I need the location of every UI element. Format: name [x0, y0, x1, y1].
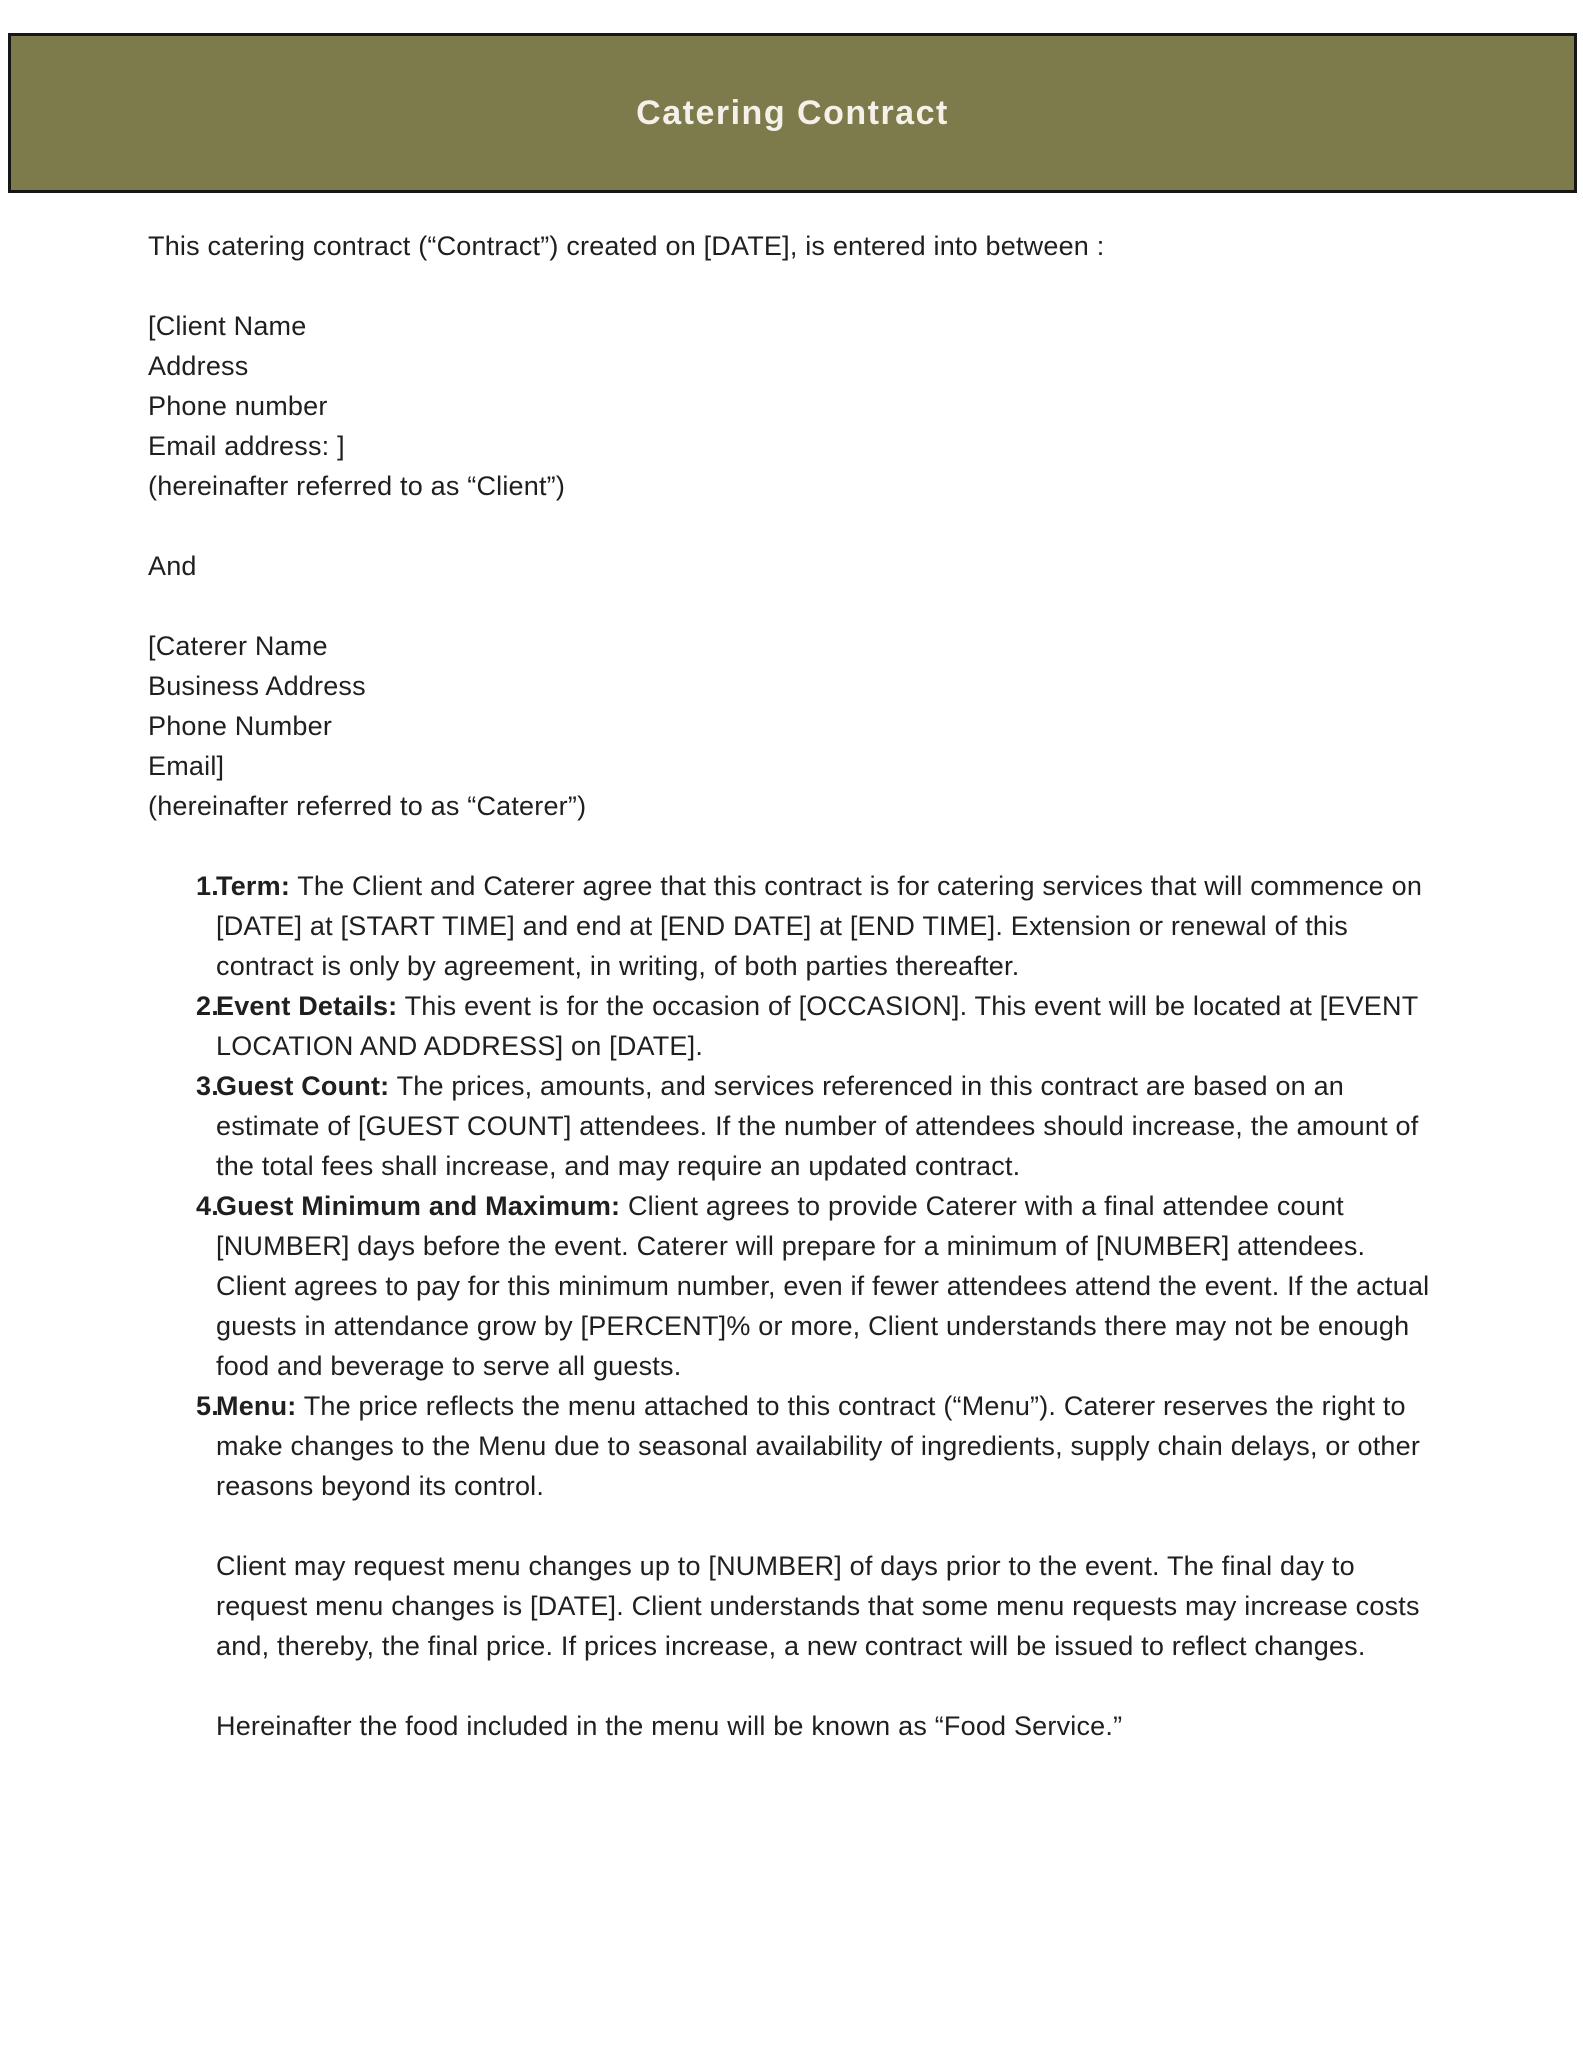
- contract-body: [148, 226, 1443, 1746]
- clause-text: The price reflects the menu attached to this contract (“Menu”). Caterer reserves the right to make changes to the Menu due to seasonal availability of ingredients, supply chain delays, or other reasons beyond its control.: [216, 1391, 1421, 1501]
- caterer-info-line: (hereinafter referred to as “Caterer”): [148, 791, 587, 821]
- clause-text: This event is for the occasion of [OCCASION]. This event will be located at [EVENT LOCATION AND ADDRESS] on [DATE].: [216, 991, 1418, 1061]
- caterer-info-line: Email]: [148, 751, 225, 781]
- clause-number: 2.: [196, 991, 219, 1021]
- clause-text: Client agrees to provide Caterer with a final attendee count [NUMBER] days before the event. Caterer will prepare for a minimum of [NUMBER] attendees. Client agrees to pay for this minimum number, even if fewer attendees attend the event. If the actual guests in attendance grow by [PERCENT]% or more, Client understands there may not be enough food and beverage to serve all guests.: [216, 1191, 1430, 1381]
- clause-guest-count: [148, 1066, 1443, 1186]
- clause-term: [148, 866, 1443, 986]
- caterer-info-line: Phone Number: [148, 711, 333, 741]
- clause-number: 4.: [196, 1191, 219, 1221]
- caterer-info-line: Business Address: [148, 671, 366, 701]
- client-info-block: [148, 306, 1443, 506]
- title-banner: [8, 33, 1577, 193]
- clause-number: 5.: [196, 1391, 219, 1421]
- clause-text: The Client and Caterer agree that this contract is for catering services that will commence on [DATE] at [START TIME] and end at [END DATE] at [END TIME]. Extension or renewal of this contract is only by agreement, in writing, of both parties thereafter.: [216, 871, 1423, 981]
- clause-number: 3.: [196, 1071, 219, 1101]
- clause-label: Menu:: [216, 1391, 297, 1421]
- intro-paragraph: This catering contract (“Contract”) created on [DATE], is entered into between :: [148, 231, 1105, 261]
- clause-number: 1.: [196, 871, 219, 901]
- client-info-line: Phone number: [148, 391, 328, 421]
- clause-label: Guest Minimum and Maximum:: [216, 1191, 621, 1221]
- clause-guest-min-max: [148, 1186, 1443, 1386]
- clause-label: Guest Count:: [216, 1071, 390, 1101]
- clause-event-details: [148, 986, 1443, 1066]
- caterer-info-line: [Caterer Name: [148, 631, 328, 661]
- clause-label: Event Details:: [216, 991, 398, 1021]
- client-info-line: (hereinafter referred to as “Client”): [148, 471, 566, 501]
- client-info-line: Email address: ]: [148, 431, 345, 461]
- caterer-info-block: [148, 626, 1443, 826]
- client-info-line: [Client Name: [148, 311, 307, 341]
- clause-text: The prices, amounts, and services referenced in this contract are based on an estimate of [GUEST COUNT] attendees. If the number of attendees should increase, the amount of the total fees shall increase, and may require an updated contract.: [216, 1071, 1419, 1181]
- page-title: Catering Contract: [636, 93, 949, 132]
- client-info-line: Address: [148, 351, 249, 381]
- clause-menu: [148, 1386, 1443, 1506]
- connector-text: And: [148, 551, 197, 581]
- clause-list: [148, 866, 1443, 1746]
- menu-paragraph-food-service: Hereinafter the food included in the menu will be known as “Food Service.”: [216, 1711, 1123, 1741]
- clause-label: Term:: [216, 871, 291, 901]
- menu-paragraph-changes: Client may request menu changes up to [NUMBER] of days prior to the event. The final day to request menu changes is [DATE]. Client understands that some menu requests may increase costs and, thereby, the final price. If prices increase, a new contract will be issued to reflect changes.: [216, 1551, 1420, 1661]
